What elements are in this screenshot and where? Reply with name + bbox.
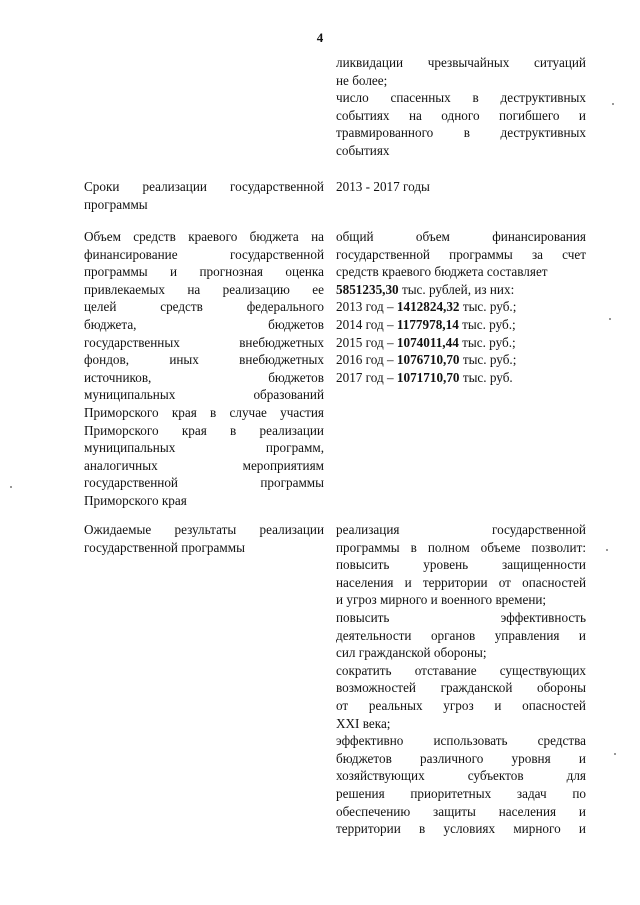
row-results-value [336,521,586,838]
year-amount: 1071710,70 [396,369,460,385]
text-line: аналогичных мероприятиям [84,457,324,473]
text-line: Сроки реализации государственной [84,179,324,194]
text-line: бюджета, бюджетов [84,316,324,332]
year-amount: 1074011,44 [396,334,459,350]
text-line: государственных внебюджетных [84,334,324,350]
text-line: муниципальных программ, [84,440,324,456]
text-line: территории в условиях мирного и [336,821,586,837]
scan-speck [612,103,614,105]
year-amount: 1076710,70 [396,352,460,368]
text-line: решения приоритетных задач по [336,785,586,801]
year-label: 2014 год – [336,316,397,332]
text-line: сил гражданской обороны; [336,645,487,661]
year-label: 2017 год – [336,369,397,385]
text-line: фондов, иных внебюджетных [84,352,324,368]
year-label: 2013 год – [336,299,397,315]
text-line: от реальных угроз и опасностей [336,697,586,713]
text-line: привлекаемых на реализацию ее [84,281,324,297]
text-line: Приморского края в случае участия [84,404,324,420]
scan-speck [609,318,611,320]
top-continuation-text [336,54,586,160]
text-line: финансирование государственной [84,246,324,262]
year-amount: 1412824,32 [396,299,460,315]
text-line: программы и прогнозная оценка [84,264,324,280]
scan-speck [10,486,12,488]
text-line: деятельности органов управления и [336,627,586,643]
text-line: событиях на одного погибшего и [336,107,586,123]
text-line: целей средств федерального [84,299,324,315]
scan-speck [614,753,616,755]
funding-year-line [336,334,586,352]
text-line: и угроз мирного и военного времени; [336,592,547,608]
text-line: программы в полном объеме позволит: [336,539,586,555]
text-line: Объем средств краевого бюджета на [84,229,324,244]
funding-total-amount: 5851235,30 [336,281,399,297]
text-line: событиях [336,142,390,158]
text-line: XXI века; [336,715,391,731]
year-unit: тыс. руб.; [459,352,517,368]
funding-total-suffix: тыс. рублей, из них: [398,281,515,297]
text-line: не более; [336,72,388,88]
funding-year-line [336,298,586,316]
year-unit: тыс. руб.; [458,316,516,332]
text-line: государственной программы за счет [336,246,586,262]
text-line: источников, бюджетов [84,369,324,385]
text-line: Приморского края [84,492,187,508]
year-unit: тыс. руб.; [458,334,516,350]
text-line: 2013 - 2017 годы [336,179,430,194]
funding-year-line [336,316,586,334]
row-terms-value [336,178,586,196]
text-line: повысить эффективность [336,609,586,625]
year-unit: тыс. руб. [459,369,513,385]
year-amount: 1177978,14 [396,316,459,332]
row-funding-label [84,228,324,510]
text-line: населения и территории от опасностей [336,574,586,590]
funding-year-line [336,369,586,387]
text-line: ликвидации чрезвычайных ситуаций [336,55,586,70]
text-line: Приморского края в реализации [84,422,324,438]
text-line: травмированного в деструктивных [336,125,586,141]
year-label: 2015 год – [336,334,397,350]
page-number: 4 [316,30,324,45]
row-results-label [84,521,324,556]
text-line: эффективно использовать средства [336,733,586,749]
row-funding-value [336,228,586,386]
funding-total-line [336,281,586,299]
year-label: 2016 год – [336,352,397,368]
text-line: общий объем финансирования [336,229,586,244]
text-line: средств краевого бюджета составляет [336,264,548,280]
text-line: государственной программы [84,539,245,555]
text-line: хозяйствующих субъектов для [336,768,586,784]
text-line: государственной программы [84,475,324,491]
text-line: Ожидаемые результаты реализации [84,522,324,537]
year-unit: тыс. руб.; [459,299,517,315]
text-line: повысить уровень защищенности [336,557,586,573]
text-line: возможностей гражданской обороны [336,680,586,696]
text-line: реализация государственной [336,522,586,537]
text-line: число спасенных в деструктивных [336,90,586,106]
scan-speck [606,549,608,551]
text-line: программы [84,196,148,212]
funding-year-line [336,351,586,369]
text-line: обеспечению защиты населения и [336,803,586,819]
text-line: муниципальных образований [84,387,324,403]
text-line: бюджетов различного уровня и [336,750,586,766]
row-terms-label [84,178,324,213]
text-line: сократить отставание существующих [336,662,586,678]
